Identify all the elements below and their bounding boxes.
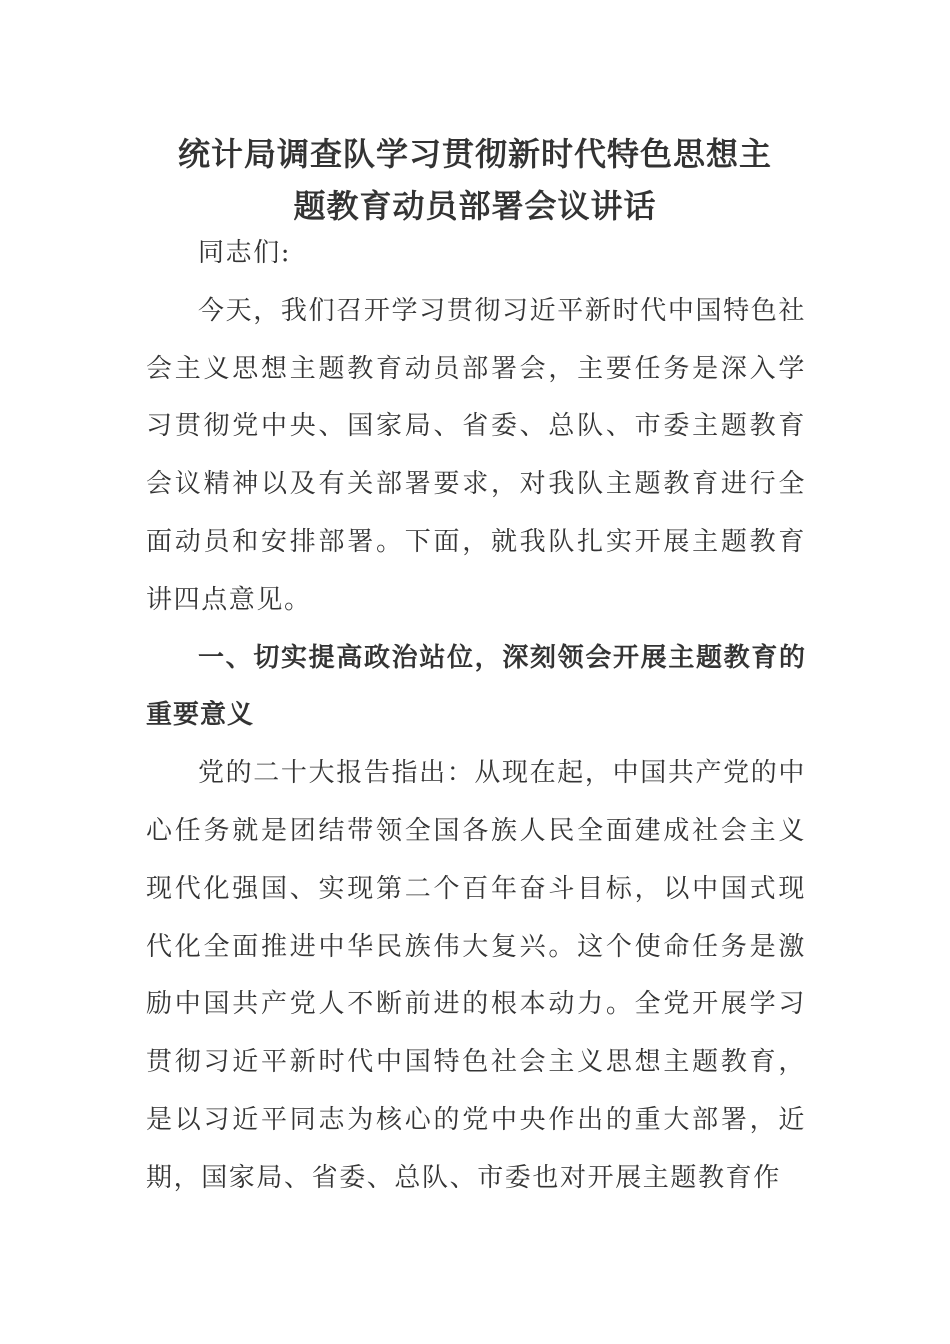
paragraph-intro: 今天，我们召开学习贯彻习近平新时代中国特色社会主义思想主题教育动员部署会，主要任务是深入学习贯彻党中央、国家局、省委、总队、市委主题教育会议精神以及有关部署要求，对我队主题教育进行全面动员和安排部署。下面，就我队扎实开展主题教育讲四点意见。 [146,295,806,615]
salutation: 同志们: [198,238,292,268]
title-line-1: 统计局调查队学习贯彻新时代特色思想主 [177,135,772,173]
document-title [140,128,810,232]
section-heading-1: 一、切实提高政治站位，深刻领会开展主题教育的重要意义 [146,642,806,731]
document-body [146,225,806,1208]
title-line-2: 题教育动员部署会议讲话 [293,187,657,225]
paragraph-section-1: 党的二十大报告指出：从现在起，中国共产党的中心任务就是团结带领全国各族人民全面建成社会主义现代化强国、实现第二个百年奋斗目标，以中国式现代化全面推进中华民族伟大复兴。这个使命任务是激励中国共产党人不断前进的根本动力。全党开展学习贯彻习近平新时代中国特色社会主义思想主题教育，是以习近平同志为核心的党中央作出的重大部署，近期，国家局、省委、总队、市委也对开展主题教育作 [146,758,806,1193]
